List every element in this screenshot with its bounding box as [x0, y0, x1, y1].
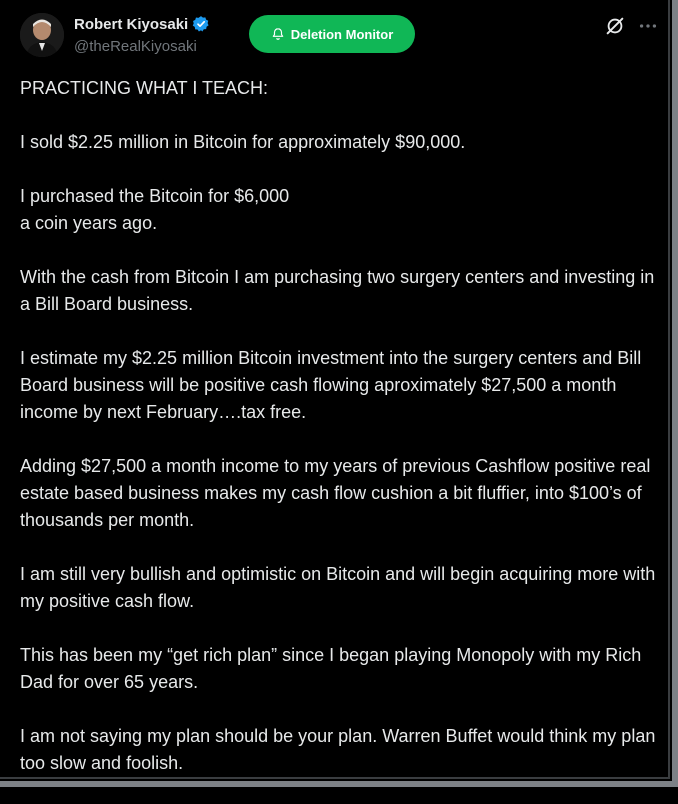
deletion-monitor-button[interactable]	[249, 15, 415, 53]
tweet-body	[20, 75, 660, 804]
tweet-paragraph: Adding $27,500 a month income to my years of previous Cashflow positive real estate based business makes my cash flow cushion a bit fluffier, into $100’s of thousands per month.	[20, 456, 651, 530]
more-horizontal-icon[interactable]	[637, 15, 659, 37]
tweet-paragraph: I estimate my $2.25 million Bitcoin investment into the surgery centers and Bill Board business will be positive cash flowing aproximately $27,500 a month income by next February….tax free.	[20, 348, 642, 422]
bell-icon	[271, 27, 285, 41]
author-handle[interactable]: @theRealKiyosaki	[74, 38, 197, 55]
tweet-paragraph: I am not saying my plan should be your plan. Warren Buffet would think my plan too slow and foolish.	[20, 726, 656, 773]
tweet-paragraph: This has been my “get rich plan” since I began playing Monopoly with my Rich Dad for over 65 years.	[20, 645, 642, 692]
author-name-row	[74, 15, 210, 33]
verified-badge-icon	[192, 15, 210, 33]
window-edge-bottom	[0, 781, 678, 787]
tweet-paragraph: PRACTICING WHAT I TEACH:	[20, 78, 269, 98]
tweet-paragraph: I purchased the Bitcoin for $6,000 a coin years ago.	[20, 186, 290, 233]
window-edge-right	[672, 0, 678, 787]
tweet-paragraph: With the cash from Bitcoin I am purchasing two surgery centers and investing in a Bill Board business.	[20, 267, 655, 314]
avatar-portrait-icon	[20, 13, 64, 57]
author-name[interactable]: Robert Kiyosaki	[74, 15, 189, 33]
deletion-monitor-label: Deletion Monitor	[290, 26, 394, 42]
grok-slash-icon[interactable]	[604, 15, 626, 37]
tweet-paragraph: I sold $2.25 million in Bitcoin for approximately $90,000.	[20, 132, 466, 152]
avatar[interactable]	[20, 13, 64, 57]
tweet-paragraph: I am still very bullish and optimistic on Bitcoin and will begin acquiring more with my positive cash flow.	[20, 564, 656, 611]
